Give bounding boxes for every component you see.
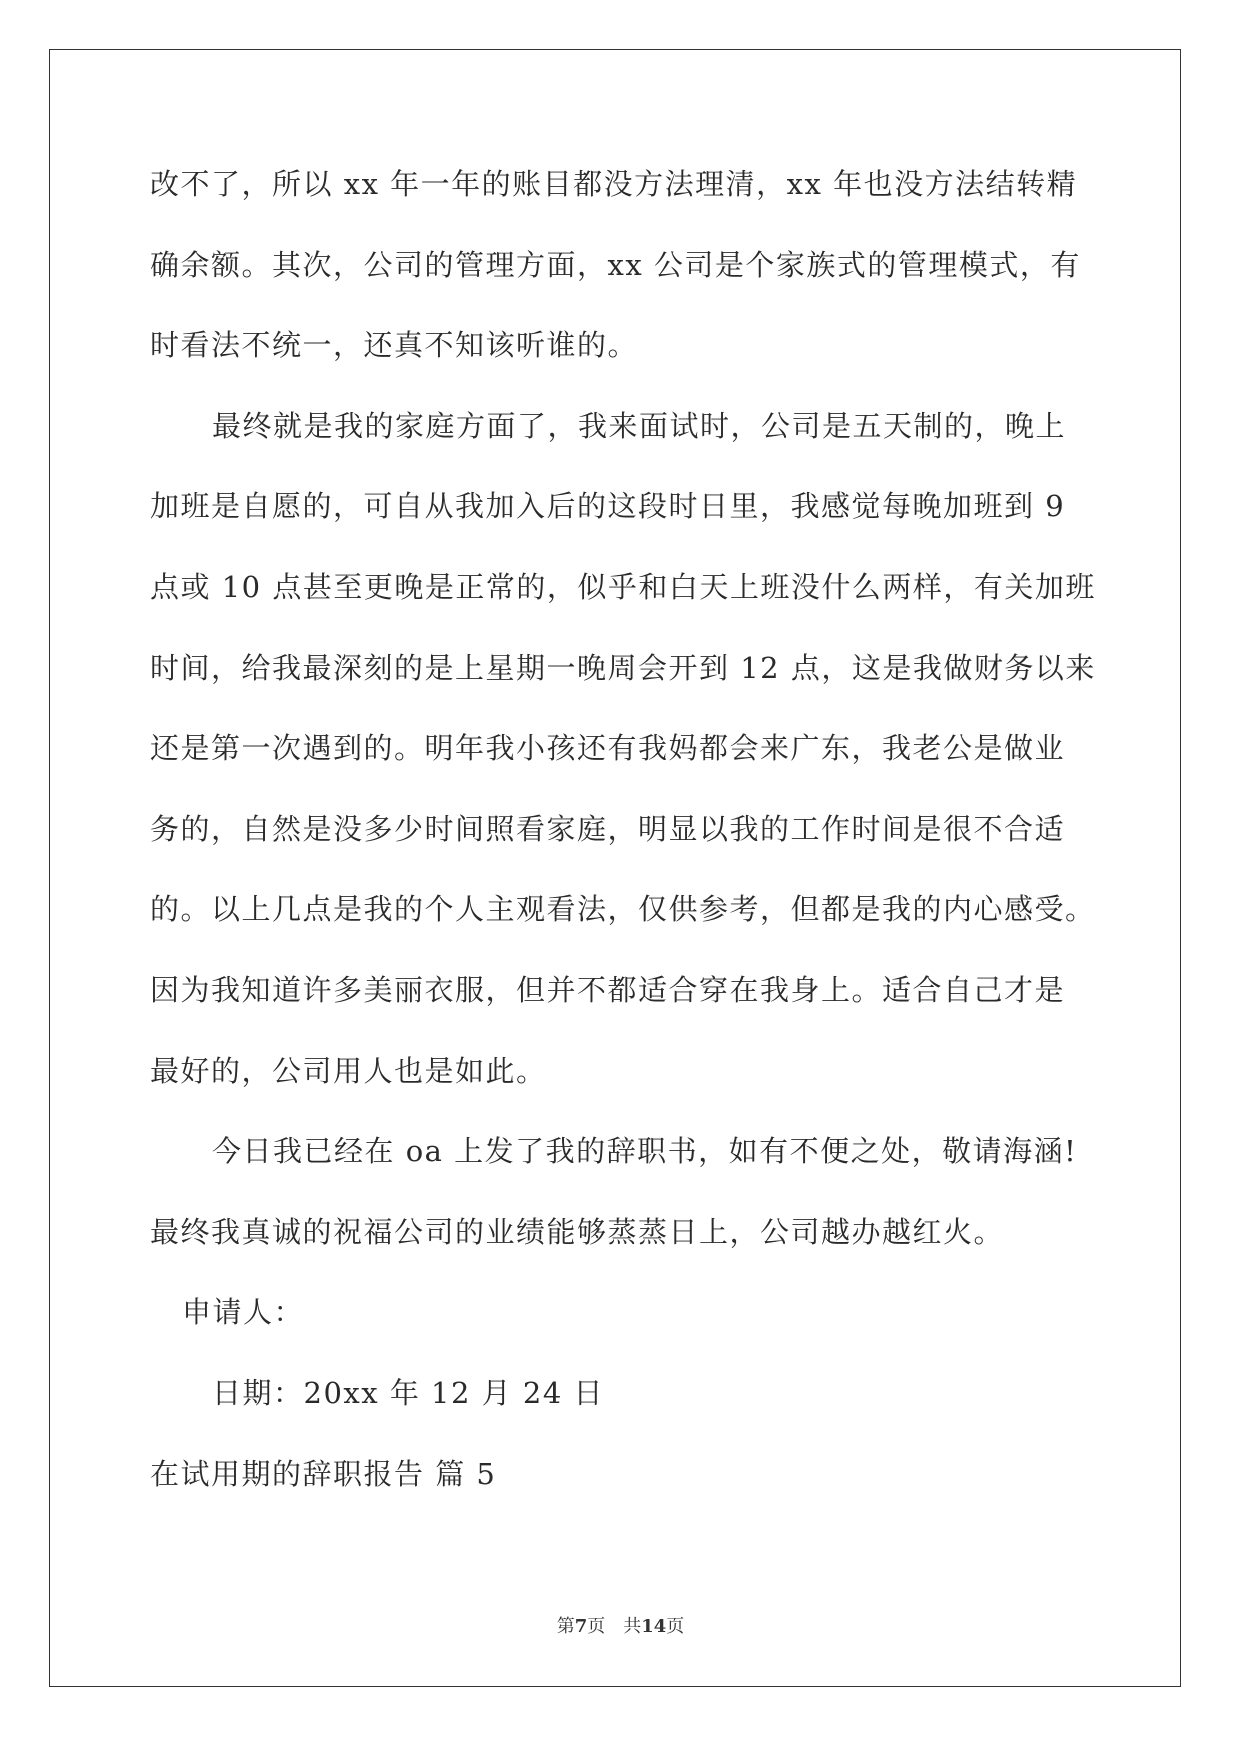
- page-footer: [0, 1612, 1241, 1638]
- body-line: 最终我真诚的祝福公司的业绩能够蒸蒸日上，公司越办越红火。: [150, 1214, 1005, 1249]
- footer-suffix: 页: [666, 1616, 685, 1637]
- body-line: 还是第一次遇到的。明年我小孩还有我妈都会来广东，我老公是做业: [150, 731, 1066, 766]
- paragraph-start: 今日我已经在 oa 上发了我的辞职书，如有不便之处，敬请海涵!: [212, 1134, 1078, 1169]
- document-body: [150, 162, 1096, 1532]
- body-line: 因为我知道许多美丽衣服，但并不都适合穿在我身上。适合自己才是: [150, 972, 1066, 1007]
- body-line: 最好的，公司用人也是如此。: [150, 1053, 547, 1088]
- body-line: 时间，给我最深刻的是上星期一晚周会开到 12 点，这是我做财务以来: [150, 650, 1096, 685]
- footer-middle: 页 共: [587, 1616, 642, 1637]
- body-line: 的。以上几点是我的个人主观看法，仅供参考，但都是我的内心感受。: [150, 892, 1096, 927]
- paragraph-start: 最终就是我的家庭方面了，我来面试时，公司是五天制的，晚上: [212, 408, 1067, 443]
- body-line: 点或 10 点甚至更晚是正常的，似乎和白天上班没什么两样，有关加班: [150, 569, 1096, 604]
- body-line: 加班是自愿的，可自从我加入后的这段时日里，我感觉每晚加班到 9: [150, 489, 1066, 524]
- body-line: 务的，自然是没多少时间照看家庭，明显以我的工作时间是很不合适: [150, 811, 1066, 846]
- total-page-number: 14: [641, 1616, 667, 1637]
- body-line: 时看法不统一，还真不知该听谁的。: [150, 328, 639, 363]
- footer-prefix: 第: [556, 1616, 575, 1637]
- body-line: 改不了，所以 xx 年一年的账目都没方法理清，xx 年也没方法结转精: [150, 167, 1078, 201]
- applicant-label: 申请人：: [182, 1295, 305, 1330]
- date-line: 日期：20xx 年 12 月 24 日: [212, 1375, 605, 1410]
- current-page-number: 7: [574, 1616, 588, 1637]
- section-heading: 在试用期的辞职报告 篇 5: [150, 1456, 497, 1491]
- body-line: 确余额。其次，公司的管理方面，xx 公司是个家族式的管理模式，有: [150, 247, 1081, 282]
